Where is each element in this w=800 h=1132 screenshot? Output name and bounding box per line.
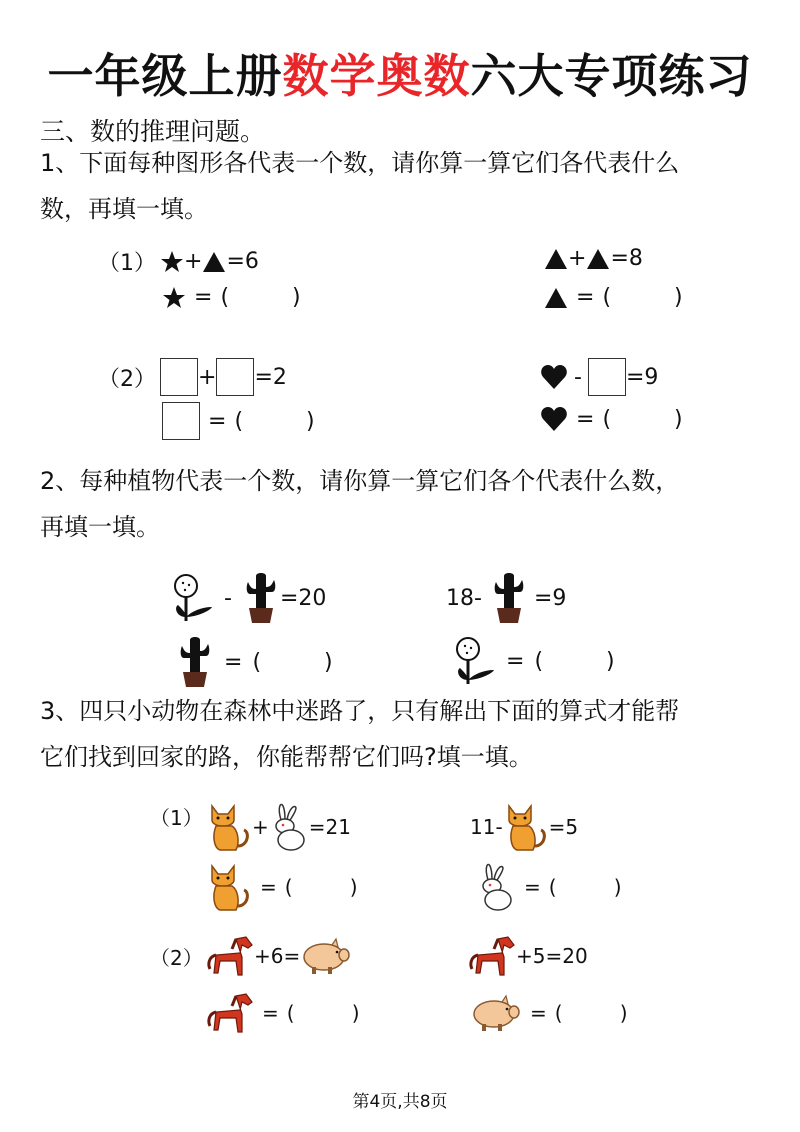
- cactus-icon: [490, 572, 528, 624]
- cat-icon: [206, 802, 252, 852]
- q3-text: [40, 688, 760, 780]
- star-icon: [160, 250, 184, 274]
- horse-icon: [206, 935, 254, 977]
- equals-sign: =: [262, 1001, 279, 1025]
- q3-p2-ans1: [206, 992, 360, 1034]
- equals-sign: =: [524, 875, 541, 899]
- title-part3: 六大专项练习: [470, 49, 753, 103]
- q1-p1-ans1: [162, 285, 301, 310]
- plus-sign: +: [198, 364, 217, 390]
- q2-ans1: [176, 636, 333, 688]
- q3-p2-eq2: [468, 935, 588, 977]
- plus-sign: +: [184, 249, 203, 274]
- cat-icon: [503, 802, 549, 852]
- plus-sign: +: [568, 246, 587, 271]
- equals-sign: =: [224, 649, 243, 675]
- q1-line2: 数，再填一填。: [40, 195, 208, 223]
- q3-p1-eq2-result: =5: [548, 815, 579, 839]
- q3-p2-ans2: [470, 994, 628, 1032]
- equals-sign: =: [530, 1001, 547, 1025]
- q3-p2-eq1: [150, 935, 352, 977]
- square-icon: [162, 402, 200, 440]
- q2-eq2-result: =9: [533, 585, 567, 611]
- q3-line2: 它们找到回家的路，你能帮帮它们吗?填一填。: [40, 743, 533, 771]
- q1-p1-eq1: [98, 246, 259, 277]
- q1-p1-label: （1）: [98, 251, 156, 276]
- minus-sign: -: [224, 585, 232, 611]
- plus-sign: +: [252, 815, 269, 839]
- q1-p2-eq1-result: =2: [254, 364, 287, 390]
- square-icon: [216, 358, 254, 396]
- q1-p2-label: （2）: [98, 366, 156, 392]
- q2-eq1: [170, 572, 326, 624]
- answer-blank[interactable]: ( ): [220, 285, 301, 310]
- rabbit-icon: [476, 862, 516, 912]
- star-icon: [162, 286, 186, 310]
- q1-p2-ans2: [540, 406, 683, 432]
- pig-icon: [300, 937, 352, 975]
- page-number: 第4页,共8页: [352, 1092, 448, 1112]
- q2-eq2-prefix: 18-: [446, 585, 482, 611]
- q3-p1-ans2: [476, 862, 622, 912]
- q2-line1: 2、每种植物代表一个数，请你算一算它们各个代表什么数，: [40, 467, 680, 495]
- q2-text: [40, 458, 760, 550]
- heart-icon: [540, 406, 568, 432]
- cactus-icon: [176, 636, 214, 688]
- q1-p2-eq2-result: =9: [625, 364, 659, 390]
- minus-sign: -: [574, 364, 582, 390]
- q1-p1-eq2-result: =8: [610, 246, 643, 271]
- answer-blank[interactable]: ( ): [548, 875, 622, 899]
- answer-blank[interactable]: ( ): [602, 406, 683, 432]
- equals-sign: =: [506, 648, 525, 674]
- title-highlight: 数学奥数: [282, 49, 471, 103]
- q1-p1-ans2: [544, 285, 683, 310]
- q3-p2-label: （2）: [150, 945, 203, 970]
- q2-eq1-result: =20: [279, 585, 327, 611]
- pig-icon: [470, 994, 522, 1032]
- answer-blank[interactable]: ( ): [234, 408, 315, 434]
- section-heading: 三、数的推理问题。: [40, 117, 266, 146]
- q3-p1-eq2: [470, 802, 578, 852]
- q1-line1: 1、下面每种图形各代表一个数，请你算一算它们各代表什么: [40, 149, 680, 177]
- heart-icon: [540, 364, 568, 390]
- q3-p1-label: （1）: [150, 806, 203, 830]
- equals-sign: =: [260, 875, 277, 899]
- q1-p2-ans1: [162, 402, 315, 440]
- q2-ans2: [452, 636, 615, 686]
- rabbit-icon: [269, 802, 309, 852]
- q3-p1-eq1: [150, 802, 351, 852]
- q1-p2-eq1: [98, 358, 287, 396]
- answer-blank[interactable]: ( ): [554, 1001, 628, 1025]
- triangle-icon: [544, 287, 568, 309]
- horse-icon: [206, 992, 254, 1034]
- cactus-icon: [242, 572, 280, 624]
- q2-line2: 再填一填。: [40, 513, 160, 541]
- equals-sign: =: [576, 285, 595, 310]
- triangle-icon: [544, 248, 568, 270]
- q3-p1-eq2-prefix: 11-: [470, 815, 503, 839]
- cat-icon: [206, 862, 252, 912]
- equals-sign: =: [576, 406, 595, 432]
- q3-p2-eq1-op: +6=: [254, 944, 301, 968]
- answer-blank[interactable]: ( ): [252, 649, 333, 675]
- answer-blank[interactable]: ( ): [284, 875, 358, 899]
- triangle-icon: [586, 248, 610, 270]
- flower-icon: [452, 636, 496, 686]
- answer-blank[interactable]: ( ): [286, 1001, 360, 1025]
- triangle-icon: [202, 251, 226, 273]
- q1-p2-eq2: [540, 358, 658, 396]
- answer-blank[interactable]: ( ): [602, 285, 683, 310]
- q1-p1-eq2: [544, 246, 643, 271]
- q3-p1-ans1: [206, 862, 358, 912]
- equals-sign: =: [208, 408, 227, 434]
- page-title: [0, 40, 800, 106]
- q3-p1-eq1-result: =21: [308, 815, 351, 839]
- answer-blank[interactable]: ( ): [534, 648, 615, 674]
- q3-line1: 3、四只小动物在森林中迷路了，只有解出下面的算式才能帮: [40, 697, 680, 725]
- flower-icon: [170, 573, 214, 623]
- q1-p1-eq1-result: =6: [226, 249, 259, 274]
- square-icon: [160, 358, 198, 396]
- square-icon: [588, 358, 626, 396]
- equals-sign: =: [194, 285, 213, 310]
- q2-eq2: [446, 572, 566, 624]
- q3-p2-eq2-result: +5=20: [516, 944, 588, 968]
- q1-text: [40, 140, 760, 232]
- title-part1: 一年级上册: [47, 49, 283, 103]
- horse-icon: [468, 935, 516, 977]
